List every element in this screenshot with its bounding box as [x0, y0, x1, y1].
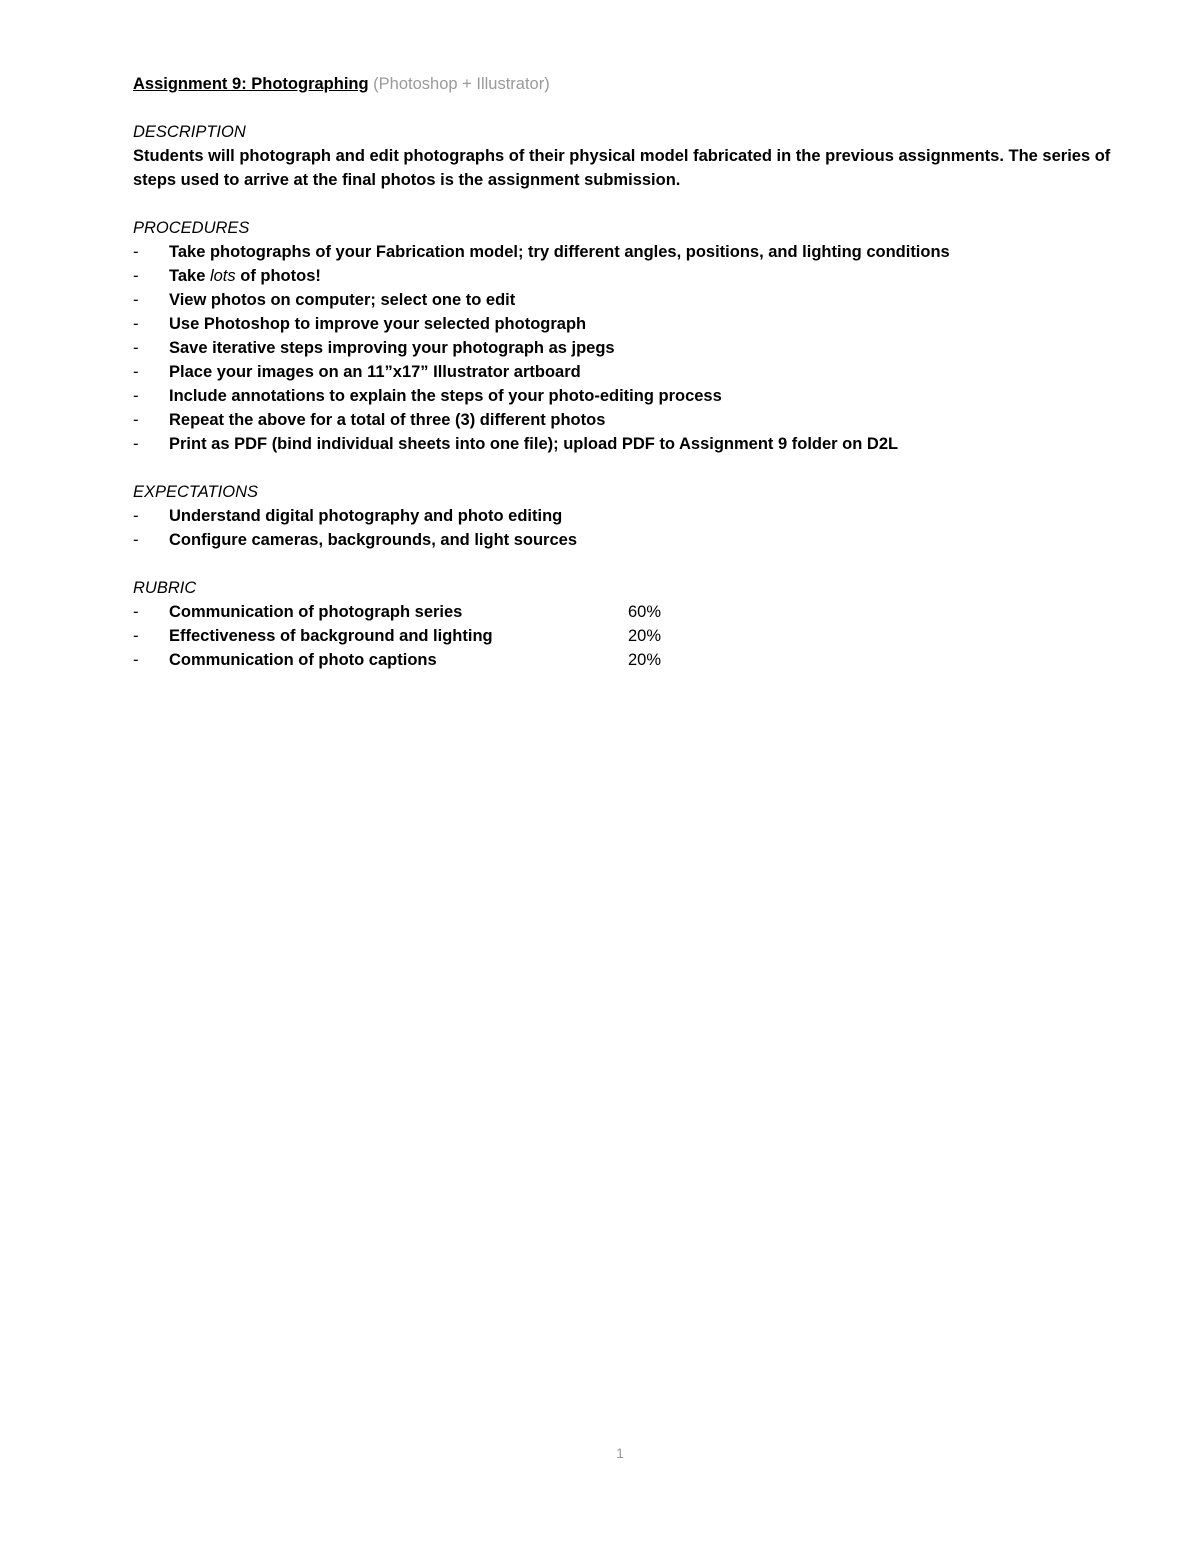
dash-bullet: - — [133, 267, 139, 285]
procedures-list — [133, 240, 1113, 456]
procedure-text: Save iterative steps improving your photograph as jpegs — [169, 339, 615, 357]
description-text: Students will photograph and edit photographs of their physical model fabricated in the previous assignments. The series of steps used to arrive at the final photos is the assignment submission. — [133, 147, 1111, 189]
procedure-text-emphasis: lots — [209, 267, 236, 285]
procedure-text: Include annotations to explain the steps of your photo-editing process — [169, 387, 722, 405]
document-title — [133, 72, 1113, 96]
rubric-percent: 20% — [628, 627, 662, 645]
dash-bullet: - — [133, 435, 139, 453]
dash-bullet: - — [133, 651, 139, 669]
rubric-heading: RUBRIC — [133, 579, 197, 597]
list-item — [133, 240, 1113, 264]
list-item — [133, 504, 1113, 528]
list-item — [133, 528, 1113, 552]
rubric-row — [133, 648, 1113, 672]
dash-bullet: - — [133, 291, 139, 309]
list-item — [133, 408, 1113, 432]
list-item — [133, 264, 1113, 288]
dash-bullet: - — [133, 507, 139, 525]
dash-bullet: - — [133, 363, 139, 381]
dash-bullet: - — [133, 603, 139, 621]
page-number: 1 — [616, 1445, 624, 1461]
procedure-text: Repeat the above for a total of three (3) different photos — [169, 411, 606, 429]
procedure-text: Place your images on an 11”x17” Illustrator artboard — [169, 363, 581, 381]
dash-bullet: - — [133, 387, 139, 405]
procedures-heading: PROCEDURES — [133, 219, 250, 237]
expectation-text: Understand digital photography and photo editing — [169, 507, 563, 525]
procedure-text: Use Photoshop to improve your selected photograph — [169, 315, 587, 333]
list-item — [133, 384, 1113, 408]
list-item — [133, 288, 1113, 312]
dash-bullet: - — [133, 339, 139, 357]
procedure-text-before: Take — [169, 267, 210, 285]
procedure-text: Take photographs of your Fabrication model; try different angles, positions, and lighting conditions — [169, 243, 950, 261]
rubric-row — [133, 624, 1113, 648]
list-item — [133, 336, 1113, 360]
title-main: Assignment 9: Photographing — [133, 75, 369, 93]
procedure-text: View photos on computer; select one to edit — [169, 291, 516, 309]
rubric-row — [133, 600, 1113, 624]
rubric-percent: 60% — [628, 603, 662, 621]
list-item — [133, 432, 1113, 456]
expectation-text: Configure cameras, backgrounds, and light sources — [169, 531, 578, 549]
rubric-label: Communication of photograph series — [169, 603, 463, 621]
dash-bullet: - — [133, 315, 139, 333]
rubric-percent: 20% — [628, 651, 662, 669]
procedure-text: Print as PDF (bind individual sheets into one file); upload PDF to Assignment 9 folder on D2L — [169, 435, 899, 453]
dash-bullet: - — [133, 627, 139, 645]
rubric-label: Communication of photo captions — [169, 651, 437, 669]
rubric-list — [133, 600, 1113, 672]
document-page — [133, 72, 1113, 672]
dash-bullet: - — [133, 411, 139, 429]
rubric-label: Effectiveness of background and lighting — [169, 627, 493, 645]
expectations-heading: EXPECTATIONS — [133, 483, 258, 501]
dash-bullet: - — [133, 531, 139, 549]
procedure-text-after: of photos! — [235, 267, 321, 285]
list-item — [133, 360, 1113, 384]
title-sub: (Photoshop + Illustrator) — [368, 75, 550, 93]
dash-bullet: - — [133, 243, 139, 261]
expectations-list — [133, 504, 1113, 552]
list-item — [133, 312, 1113, 336]
description-heading: DESCRIPTION — [133, 123, 246, 141]
